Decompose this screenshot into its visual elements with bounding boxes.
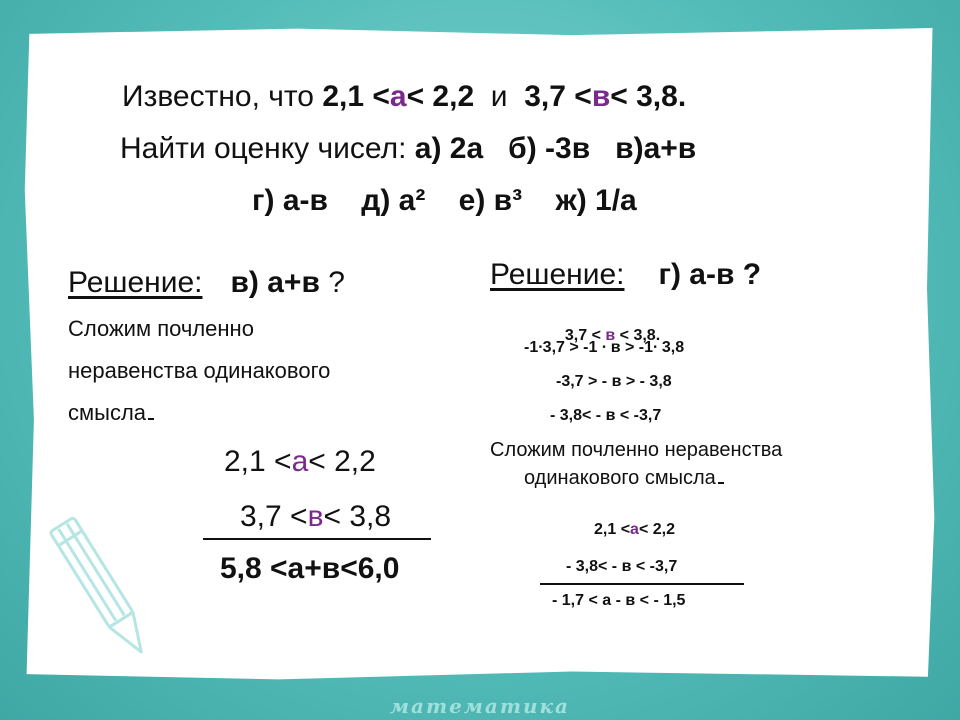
- paper-sheet: [22, 26, 938, 682]
- left-inequality-1: 2,1 <а< 2,2: [224, 445, 376, 478]
- right-inequality-2: - 3,8< - в < -3,7: [566, 558, 678, 575]
- variable-a: а: [389, 80, 407, 113]
- right-inequality-1: 2,1 <а< 2,2: [594, 521, 675, 538]
- header-line-2: Найти оценку чисел: а) 2а б) -3в в)а+в: [120, 132, 697, 165]
- left-result: 5,8 <а+в<6,0: [220, 552, 400, 585]
- pencil-icon: [48, 500, 158, 670]
- header-line-3: г) а-в д) а² е) в³ ж) 1/а: [252, 184, 637, 217]
- right-step-4: - 3,8< - в < -3,7: [550, 407, 662, 424]
- right-text-2: одинакового смысла: [524, 467, 724, 490]
- left-solution-heading: Решение: в) а+в ?: [68, 266, 345, 299]
- left-sum-line: [203, 538, 431, 540]
- right-text-1: Сложим почленно неравенства: [490, 439, 783, 461]
- right-sum-line: [540, 583, 744, 585]
- left-text-1: Сложим почленно: [68, 316, 254, 341]
- header-line-1: Известно, что 2,1 <а< 2,2 и 3,7 <в< 3,8.: [122, 80, 687, 113]
- footer-watermark: математика: [389, 694, 571, 718]
- variable-b: в: [591, 80, 611, 113]
- left-text-2: неравенства одинакового: [68, 358, 331, 383]
- right-step-3: -3,7 > - в > - 3,8: [556, 373, 672, 390]
- left-inequality-2: 3,7 <в< 3,8: [240, 500, 392, 533]
- right-step-1: 3,7 < в < 3,8.: [564, 327, 661, 344]
- right-solution-heading: Решение: г) а-в ?: [490, 258, 762, 291]
- right-step-2: -1∙3,7 > -1 ∙ в > -1∙ 3,8: [524, 339, 685, 356]
- left-text-3: смысла: [68, 400, 154, 426]
- right-result: - 1,7 < а - в < - 1,5: [552, 592, 686, 609]
- header-lead: Известно, что: [122, 80, 323, 113]
